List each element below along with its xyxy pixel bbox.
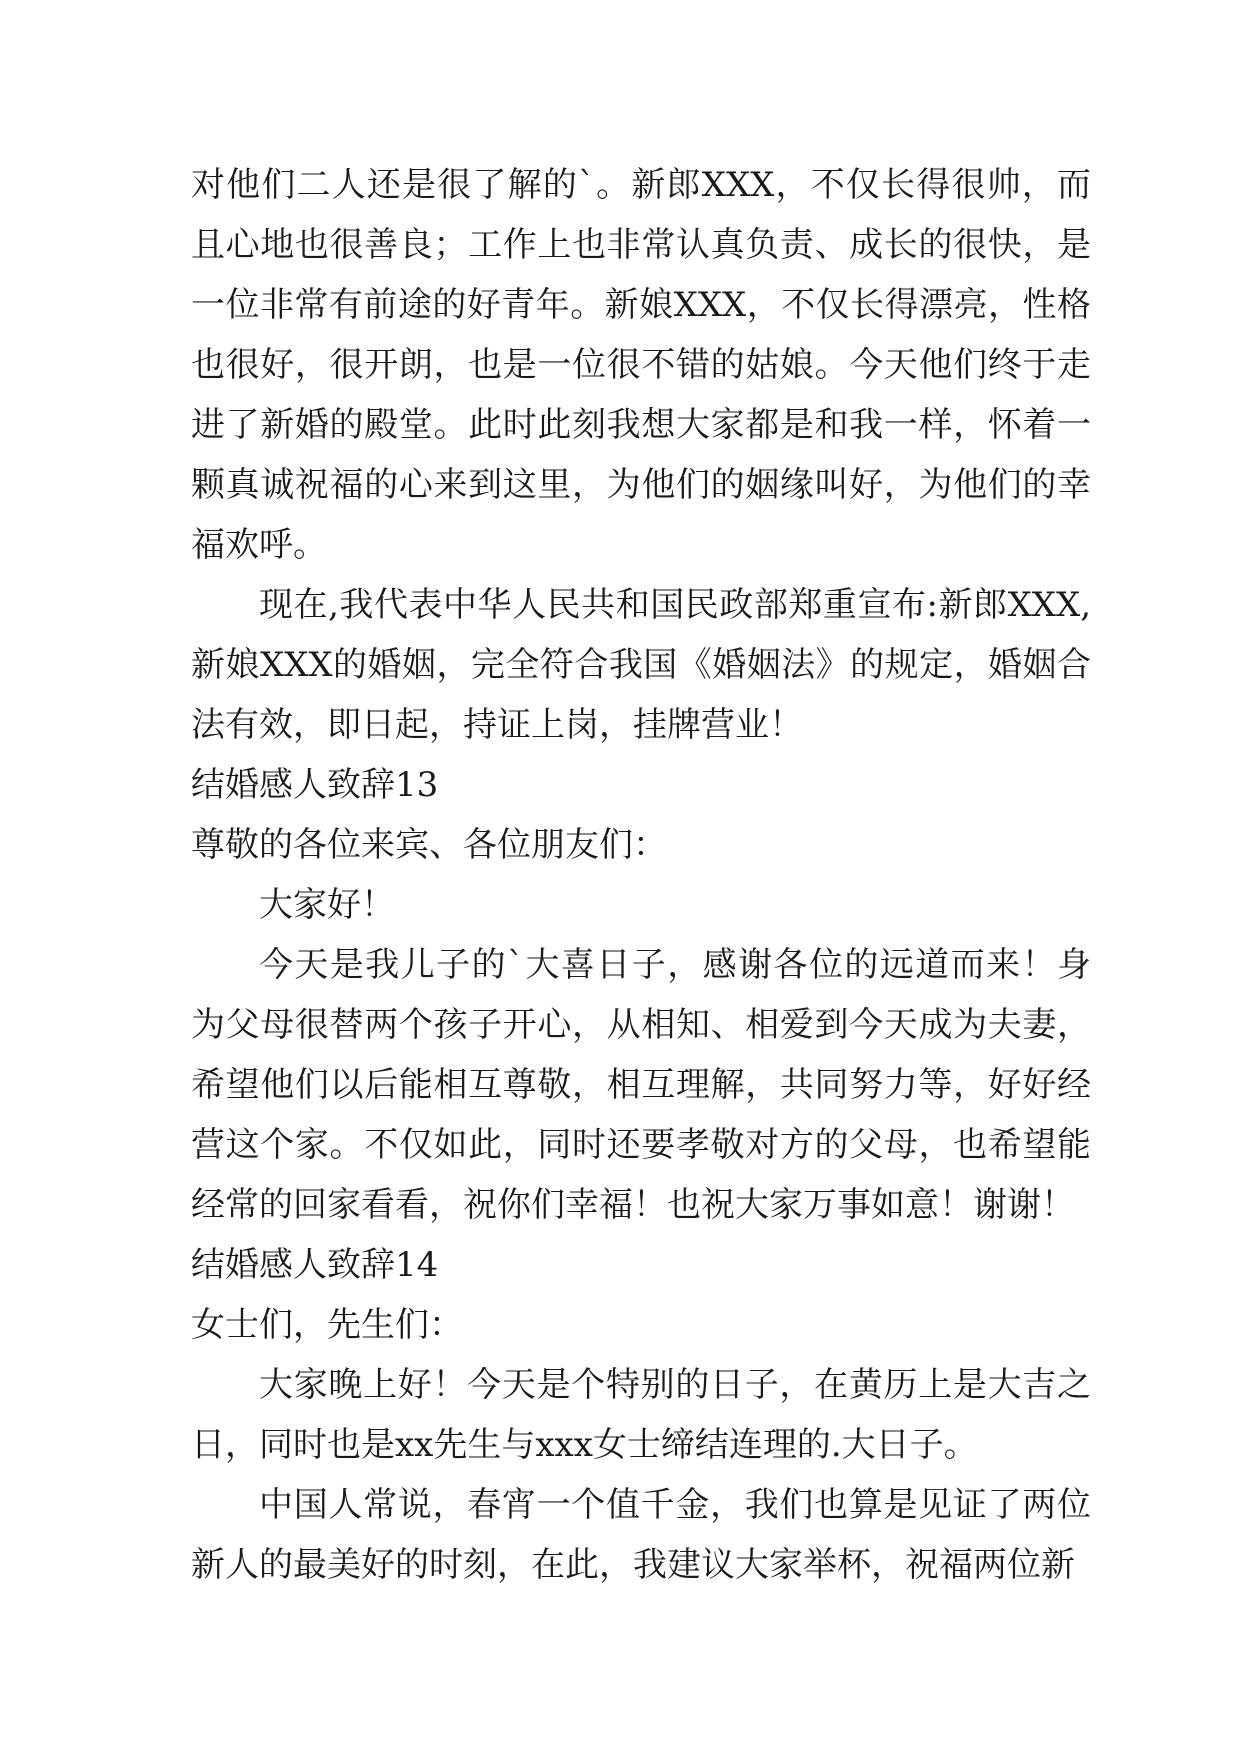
document-body <box>191 155 1091 1595</box>
salutation-14: 女士们，先生们： <box>191 1305 463 1345</box>
section-heading-14: 结婚感人致辞14 <box>191 1245 439 1285</box>
paragraph-greeting-14: 大家晚上好！今天是个特别的日子，在黄历上是大吉之日，同时也是xx先生与xxx女士缔结连理的.大日子。 <box>191 1365 1091 1465</box>
salutation-13: 尊敬的各位来宾、各位朋友们： <box>191 825 667 865</box>
paragraph-description: 对他们二人还是很了解的`。新郎XXX，不仅长得很帅，而且心地也很善良；工作上也非常认真负责、成长的很快，是一位非常有前途的好青年。新娘XXX，不仅长得漂亮，性格也很好，很开朗，也是一位很不错的姑娘。今天他们终于走进了新婚的殿堂。此时此刻我想大家都是和我一样，怀着一颗真诚祝福的心来到这里，为他们的姻缘叫好，为他们的幸福欢呼。 <box>191 165 1091 565</box>
paragraph-announcement: 现在,我代表中华人民共和国民政部郑重宣布:新郎XXX,新娘XXX的婚姻，完全符合我国《婚姻法》的规定，婚姻合法有效，即日起，持证上岗，挂牌营业！ <box>191 585 1091 745</box>
section-heading-13: 结婚感人致辞13 <box>191 765 439 805</box>
paragraph-speech-13: 今天是我儿子的`大喜日子，感谢各位的远道而来！身为父母很替两个孩子开心，从相知、相爱到今天成为夫妻，希望他们以后能相互尊敬，相互理解，共同努力等，好好经营这个家。不仅如此，同时还要孝敬对方的父母，也希望能经常的回家看看，祝你们幸福！也祝大家万事如意！谢谢！ <box>191 945 1091 1225</box>
greeting-13: 大家好！ <box>259 885 395 925</box>
paragraph-toast-14: 中国人常说，春宵一个值千金，我们也算是见证了两位新人的最美好的时刻，在此，我建议大家举杯，祝福两位新 <box>191 1485 1091 1585</box>
